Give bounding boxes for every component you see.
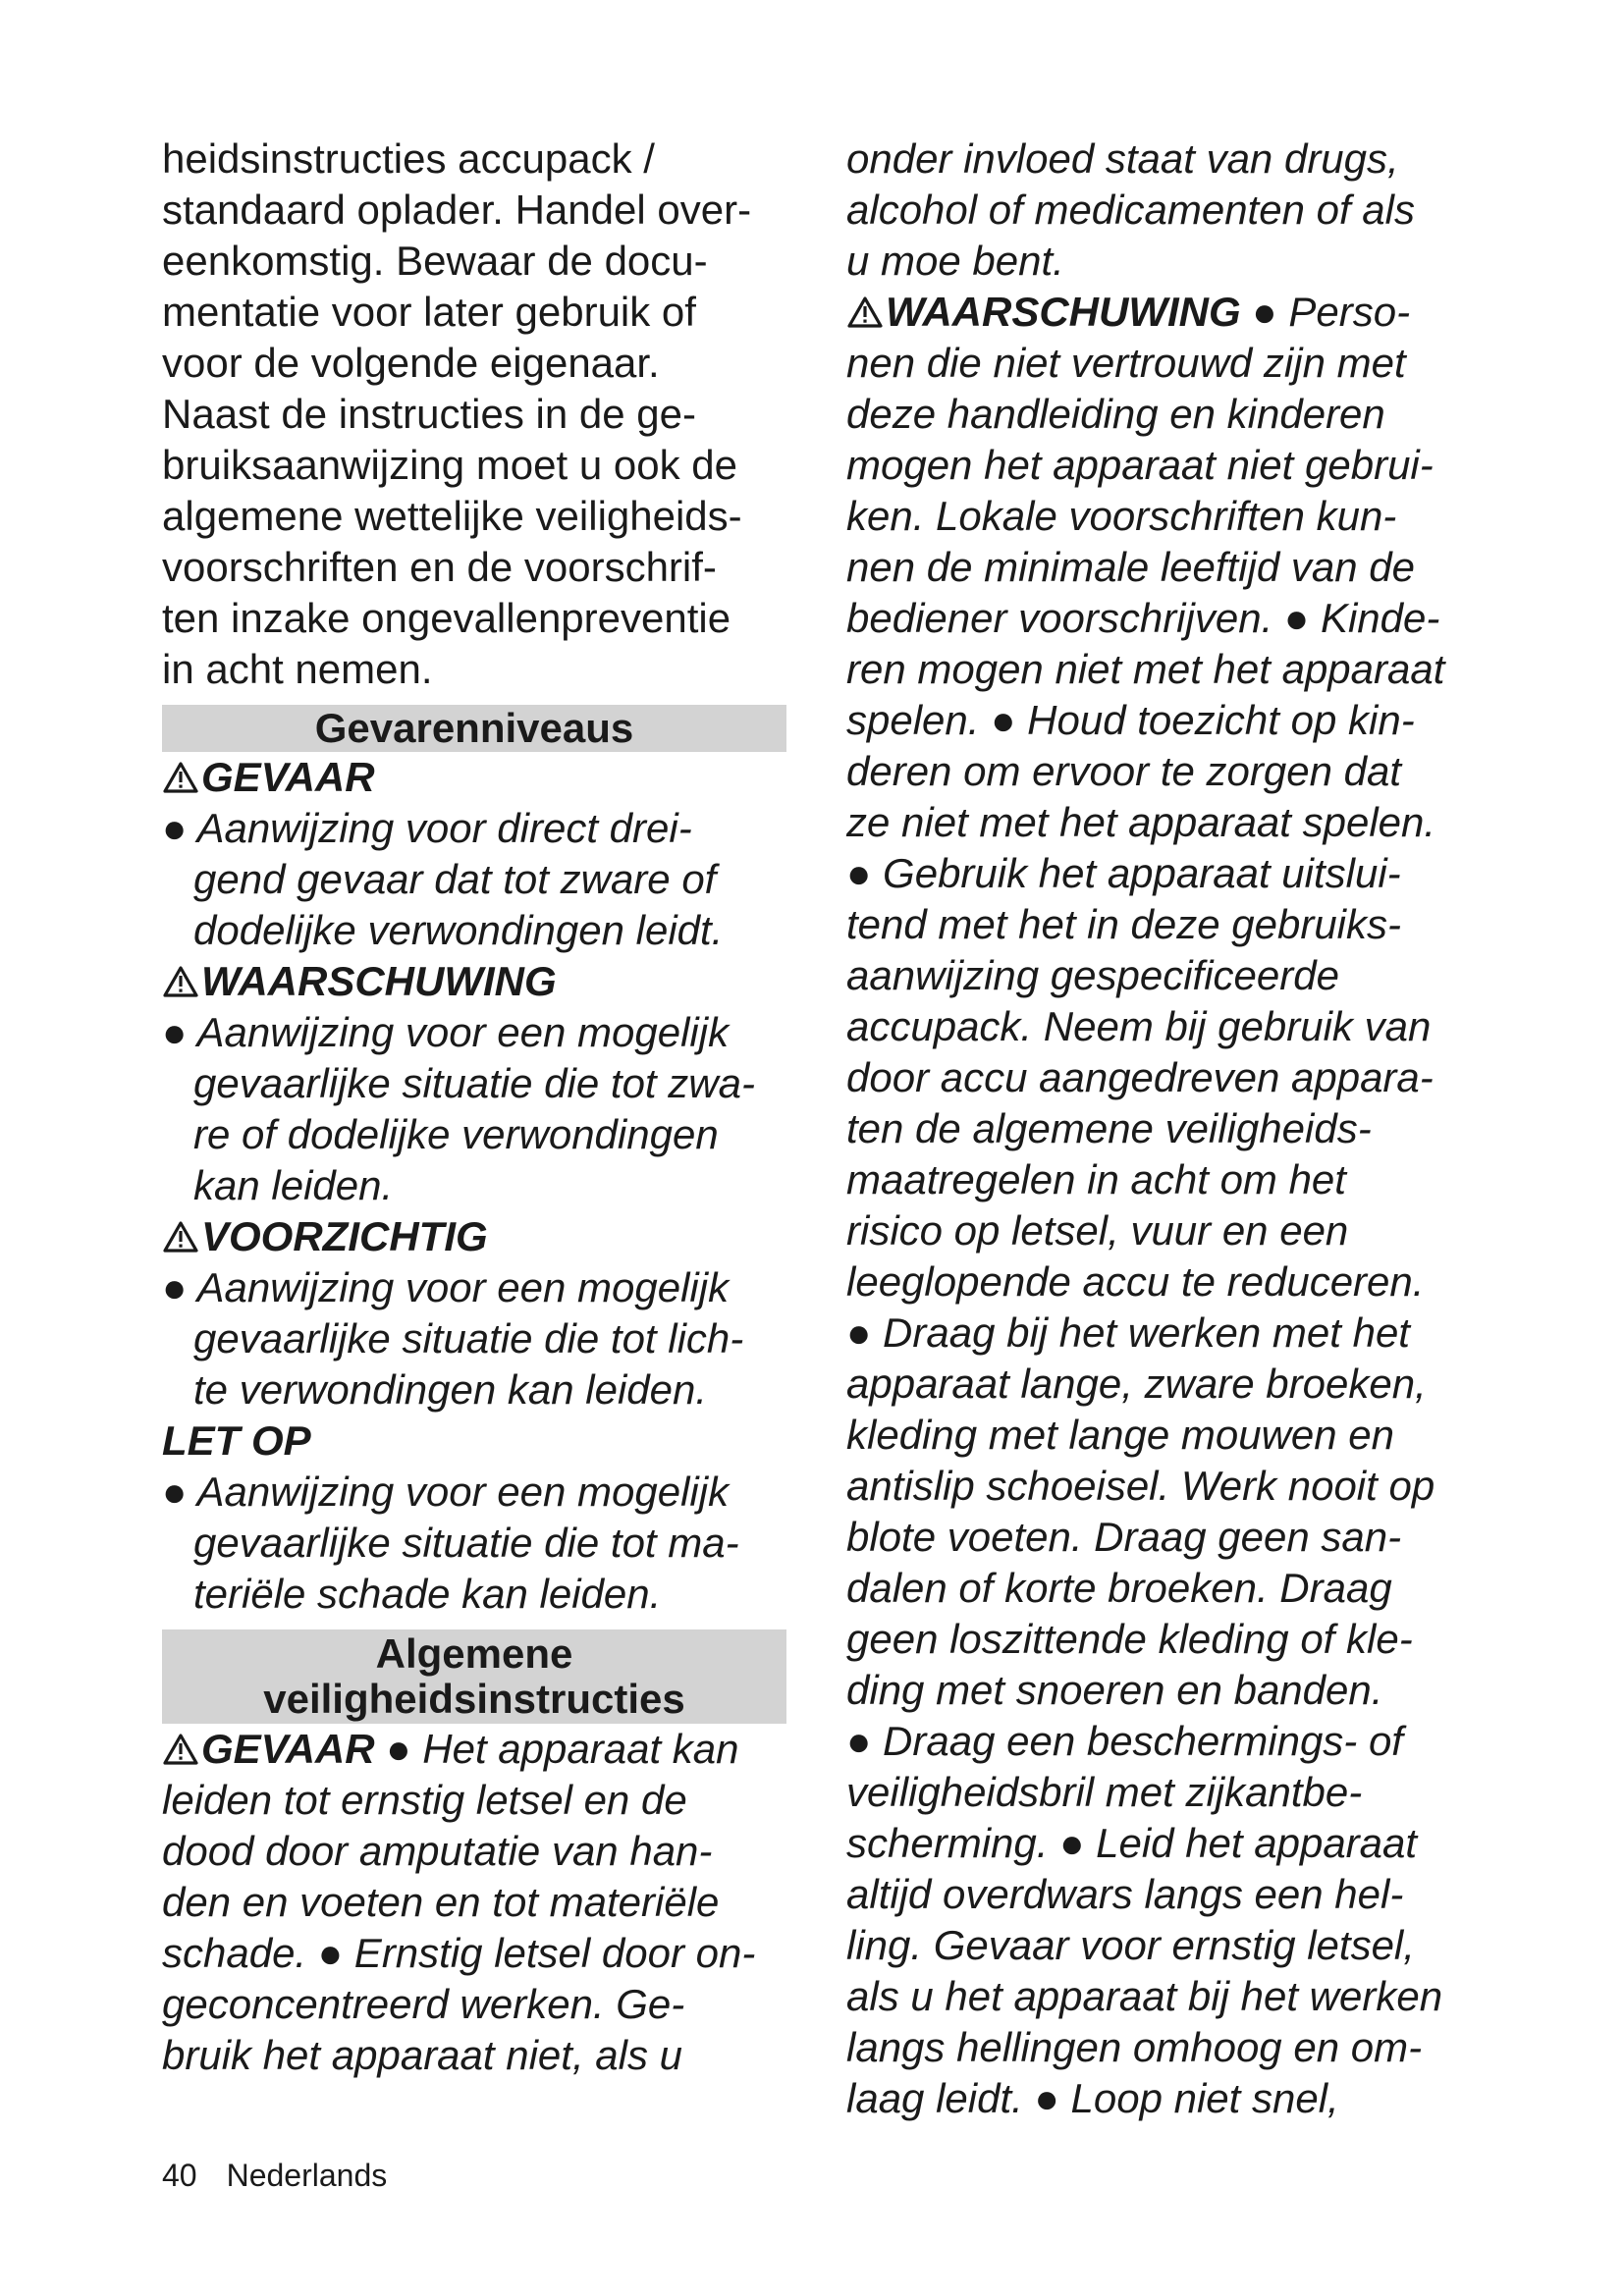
text-line: alcohol of medicamenten of als xyxy=(846,187,1415,233)
text-line: aanwijzing gespecificeerde xyxy=(846,952,1339,998)
text-line: voor de volgende eigenaar. xyxy=(162,340,660,386)
text-line: scherming. ● Leid het apparaat xyxy=(846,1820,1418,1866)
text-line: antislip schoeisel. Werk nooit op xyxy=(846,1463,1435,1509)
text-line: leiden tot ernstig letsel en de xyxy=(162,1777,687,1823)
text-line: bediener voorschrijven. ● Kinde- xyxy=(846,595,1440,641)
text-line: ding met snoeren en banden. xyxy=(846,1667,1383,1713)
text-line: ten inzake ongevallenpreventie xyxy=(162,595,731,641)
section-heading-line: Algemene xyxy=(375,1630,573,1677)
text-line: nen die niet vertrouwd zijn met xyxy=(846,340,1406,386)
text-line: ● Aanwijzing voor een mogelijk xyxy=(162,1264,730,1310)
text-line: maatregelen in acht om het xyxy=(846,1156,1346,1202)
text-line: ● Draag een beschermings- of xyxy=(846,1718,1403,1764)
text-line: dood door amputatie van han- xyxy=(162,1828,713,1874)
text-line: gevaarlijke situatie die tot lich- xyxy=(193,1315,744,1362)
danger-label-text: GEVAAR xyxy=(201,754,375,800)
text-line: langs hellingen omhoog en om- xyxy=(846,2024,1423,2070)
text-line: ren mogen niet met het apparaat xyxy=(846,646,1445,692)
text-line: deze handleiding en kinderen xyxy=(846,391,1385,437)
text-line: heidsinstructies accupack / xyxy=(162,135,655,182)
text-line: laag leidt. ● Loop niet snel, xyxy=(846,2075,1339,2121)
text-line: deren om ervoor te zorgen dat xyxy=(846,748,1401,794)
text-line: re of dodelijke verwondingen xyxy=(193,1111,719,1157)
section-heading-general-safety xyxy=(162,1629,786,1724)
text-line: nen de minimale leeftijd van de xyxy=(846,544,1416,590)
caution-label-text: VOORZICHTIG xyxy=(201,1213,488,1259)
text-line: dodelijke verwondingen leidt. xyxy=(193,907,724,953)
section-heading-line: veiligheidsinstructies xyxy=(263,1676,685,1722)
warning-label-text: WAARSCHUWING xyxy=(886,289,1241,335)
text-line: mogen het apparaat niet gebrui- xyxy=(846,442,1434,488)
text-line: kan leiden. xyxy=(193,1162,394,1208)
caution-label xyxy=(162,1211,790,1262)
text-line: ● Aanwijzing voor een mogelijk xyxy=(162,1009,730,1055)
text-line: als u het apparaat bij het werken xyxy=(846,1973,1443,2019)
warning-triangle-icon xyxy=(162,1733,199,1766)
text-line: ling. Gevaar voor ernstig letsel, xyxy=(846,1922,1415,1968)
text-line: veiligheidsbril met zijkantbe- xyxy=(846,1769,1363,1815)
text-line: spelen. ● Houd toezicht op kin- xyxy=(846,697,1415,743)
text-line: leeglopende accu te reduceren. xyxy=(846,1258,1425,1305)
text-fragment: ● Perso- xyxy=(1240,289,1411,335)
general-danger-line xyxy=(162,1724,790,1775)
text-line: ● Gebruik het apparaat uitslui- xyxy=(846,850,1401,896)
right-column-body xyxy=(846,338,1475,2124)
text-line: apparaat lange, zware broeken, xyxy=(846,1361,1427,1407)
text-line: voorschriften en de voorschrif- xyxy=(162,544,717,590)
text-line: mentatie voor later gebruik of xyxy=(162,289,696,335)
text-line: eenkomstig. Bewaar de docu- xyxy=(162,238,708,284)
text-line: u moe bent. xyxy=(846,238,1064,284)
warning-triangle-icon xyxy=(162,1220,199,1254)
text-line: accupack. Neem bij gebruik van xyxy=(846,1003,1432,1049)
text-line: den en voeten en tot materiële xyxy=(162,1879,720,1925)
text-line: ze niet met het apparaat spelen. xyxy=(846,799,1436,845)
page-footer xyxy=(162,2156,416,2195)
warning-triangle-icon xyxy=(162,761,199,794)
right-column xyxy=(846,133,1475,2124)
text-line: gevaarlijke situatie die tot zwa- xyxy=(193,1060,755,1106)
text-line: schade. ● Ernstig letsel door on- xyxy=(162,1930,756,1976)
text-line: ● Draag bij het werken met het xyxy=(846,1309,1410,1356)
left-column xyxy=(162,133,790,2081)
text-line: kleding met lange mouwen en xyxy=(846,1412,1395,1458)
notice-label xyxy=(162,1415,790,1467)
text-line: blote voeten. Draag geen san- xyxy=(846,1514,1402,1560)
footer-language: Nederlands xyxy=(226,2158,388,2193)
text-line: algemene wettelijke veiligheids- xyxy=(162,493,742,539)
text-line: onder invloed staat van drugs, xyxy=(846,135,1399,182)
text-line: geen loszittende kleding of kle- xyxy=(846,1616,1413,1662)
text-line: standaard oplader. Handel over- xyxy=(162,187,752,233)
text-fragment: ● Het apparaat kan xyxy=(374,1726,739,1772)
warning-label xyxy=(162,956,790,1007)
notice-label-text: LET OP xyxy=(162,1417,311,1464)
text-line: teriële schade kan leiden. xyxy=(193,1571,662,1617)
text-line: ten de algemene veiligheids- xyxy=(846,1105,1372,1151)
warning-label-text: WAARSCHUWING xyxy=(201,958,557,1004)
text-line: ● Aanwijzing voor direct drei- xyxy=(162,805,692,851)
text-line: ken. Lokale voorschriften kun- xyxy=(846,493,1397,539)
section-heading-hazard-levels: Gevarenniveaus xyxy=(162,705,786,752)
page-number: 40 xyxy=(162,2158,197,2193)
text-line: altijd overdwars langs een hel- xyxy=(846,1871,1404,1917)
warning-line xyxy=(846,287,1475,338)
text-line: gevaarlijke situatie die tot ma- xyxy=(193,1520,739,1566)
text-line: risico op letsel, vuur en een xyxy=(846,1207,1349,1254)
warning-triangle-icon xyxy=(162,965,199,998)
warning-triangle-icon xyxy=(846,295,884,329)
text-line: ● Aanwijzing voor een mogelijk xyxy=(162,1468,730,1515)
text-line: te verwondingen kan leiden. xyxy=(193,1366,708,1413)
text-line: geconcentreerd werken. Ge- xyxy=(162,1981,685,2027)
text-line: bruik het apparaat niet, als u xyxy=(162,2032,683,2078)
text-line: Naast de instructies in de ge- xyxy=(162,391,696,437)
text-line: door accu aangedreven appara- xyxy=(846,1054,1434,1100)
intro-paragraph xyxy=(162,133,790,695)
text-line: bruiksaanwijzing moet u ook de xyxy=(162,442,737,488)
danger-label xyxy=(162,752,790,803)
text-line: in acht nemen. xyxy=(162,646,433,692)
text-line: tend met het in deze gebruiks- xyxy=(846,901,1401,947)
text-line: dalen of korte broeken. Draag xyxy=(846,1565,1392,1611)
general-danger-label: GEVAAR xyxy=(201,1726,375,1772)
text-line: gend gevaar dat tot zware of xyxy=(193,856,717,902)
